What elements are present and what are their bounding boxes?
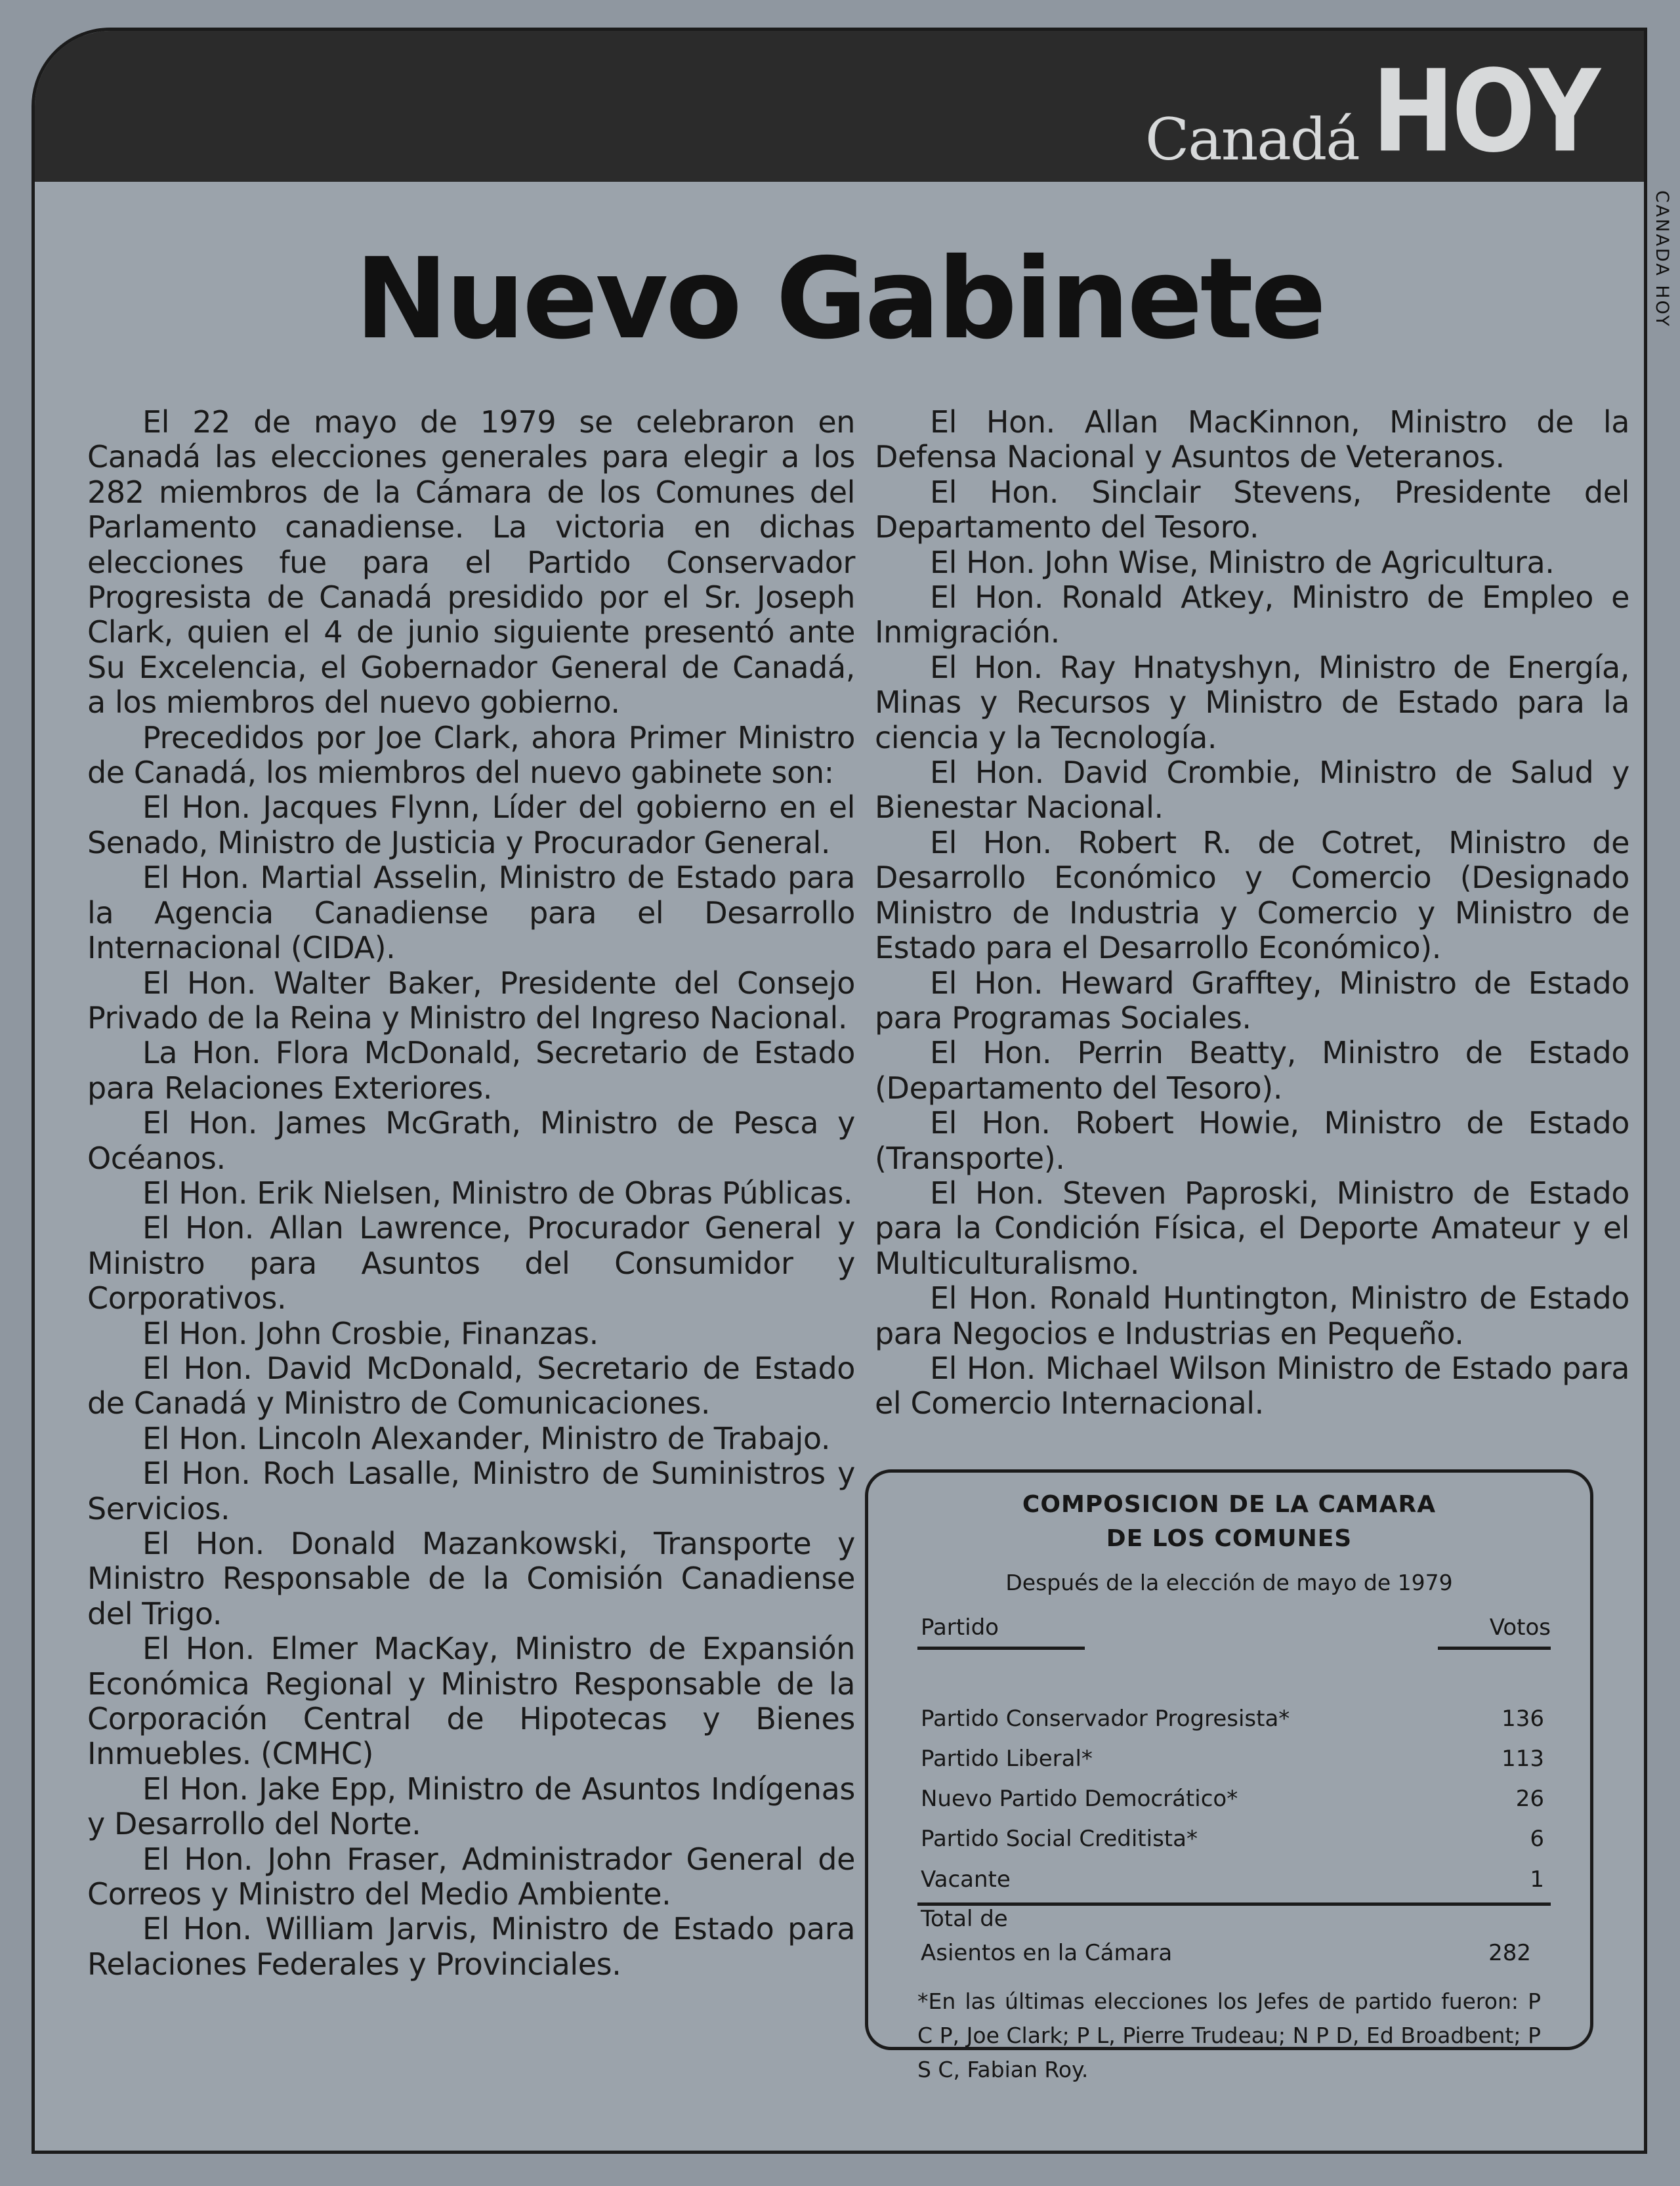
- table-row: [921, 1786, 1544, 1812]
- paragraph: El Hon. Jacques Flynn, Líder del gobierno en el Senado, Ministro de Justicia y Procurador General.: [87, 789, 855, 860]
- page-title: Nuevo Gabinete: [354, 234, 1324, 364]
- total-label: Total de: [921, 1906, 1008, 1932]
- party-name: Nuevo Partido Democrático*: [921, 1786, 1238, 1812]
- header-rule: [1438, 1647, 1551, 1650]
- total-value: 282: [1488, 1940, 1531, 1966]
- paragraph: La Hon. Flora McDonald, Secretario de Estado para Relaciones Exteriores.: [87, 1035, 855, 1106]
- paragraph: El 22 de mayo de 1979 se celebraron en Canadá las elecciones generales para elegir a los 282 miembros de la Cámara de los Comunes del Parlamento canadiense. La victoria en dichas elecciones fue para el Partido Conservador Progresista de Canadá presidido por el Sr. Joseph Clark, quien el 4 de junio siguiente presentó ante Su Excelencia, el Gobernador General de Canadá, a los miembros del nuevo gobierno.: [87, 404, 855, 721]
- table-subtitle: Después de la elección de mayo de 1979: [1005, 1570, 1453, 1595]
- table-row: [921, 1826, 1544, 1852]
- column-header-party: Partido: [921, 1614, 999, 1641]
- paragraph: El Hon. Roch Lasalle, Ministro de Suministros y Servicios.: [87, 1456, 855, 1526]
- side-running-head: CANADA HOY: [1652, 190, 1672, 328]
- party-name: Partido Conservador Progresista*: [921, 1706, 1290, 1732]
- party-name: Partido Social Creditista*: [921, 1826, 1198, 1852]
- table-row: [921, 1746, 1544, 1772]
- paragraph: El Hon. Erik Nielsen, Ministro de Obras Públicas.: [142, 1175, 853, 1211]
- header-rule: [917, 1647, 1085, 1650]
- paragraph: El Hon. John Wise, Ministro de Agricultura.: [930, 544, 1555, 580]
- left-column: [87, 405, 855, 1982]
- paragraph: El Hon. Allan Lawrence, Procurador General y Ministro para Asuntos del Consumidor y Corporativos.: [87, 1210, 855, 1316]
- right-column: [875, 405, 1629, 1421]
- party-votes: 6: [1530, 1826, 1544, 1852]
- paragraph: El Hon. James McGrath, Ministro de Pesca y Océanos.: [87, 1105, 855, 1176]
- table-row: [921, 1706, 1544, 1732]
- table-row: [921, 1866, 1544, 1893]
- paragraph: El Hon. Sinclair Stevens, Presidente del Departamento del Tesoro.: [875, 474, 1629, 545]
- party-votes: 136: [1502, 1706, 1544, 1732]
- paragraph: El Hon. Perrin Beatty, Ministro de Estado (Departamento del Tesoro).: [875, 1035, 1629, 1106]
- paragraph: El Hon. David Crombie, Ministro de Salud y Bienestar Nacional.: [875, 755, 1629, 826]
- paragraph: El Hon. Lincoln Alexander, Ministro de Trabajo.: [142, 1420, 831, 1456]
- paragraph: El Hon. Elmer MacKay, Ministro de Expansión Económica Regional y Ministro Responsable de la Corporación Central de Hipotecas y Bienes Inmuebles. (CMHC): [87, 1631, 855, 1772]
- brand-country: Canadá: [1144, 106, 1359, 173]
- paragraph: El Hon. Steven Paproski, Ministro de Estado para la Condición Física, el Deporte Amateur y el Multiculturalismo.: [875, 1175, 1629, 1281]
- brand-name: HOY: [1372, 46, 1598, 178]
- paragraph: El Hon. Martial Asselin, Ministro de Estado para la Agencia Canadiense para el Desarrollo Internacional (CIDA).: [87, 860, 855, 966]
- paragraph: El Hon. Robert Howie, Ministro de Estado (Transporte).: [875, 1105, 1629, 1176]
- column-header-votes: Votos: [1489, 1614, 1551, 1641]
- party-votes: 1: [1530, 1866, 1544, 1893]
- table-footnote: *En las últimas elecciones los Jefes de partido fueron: P C P, Joe Clark; P L, Pierre Trudeau; N P D, Ed Broadbent; P S C, Fabian Roy.: [917, 1988, 1541, 2082]
- paragraph: El Hon. John Fraser, Administrador General de Correos y Ministro del Medio Ambiente.: [87, 1841, 855, 1912]
- paragraph: El Hon. John Crosbie, Finanzas.: [142, 1315, 598, 1351]
- paragraph: El Hon. Jake Epp, Ministro de Asuntos Indígenas y Desarrollo del Norte.: [87, 1771, 855, 1842]
- party-name: Vacante: [921, 1866, 1011, 1893]
- paragraph: El Hon. Ronald Huntington, Ministro de Estado para Negocios e Industrias en Pequeño.: [875, 1280, 1629, 1351]
- party-votes: 113: [1502, 1746, 1544, 1772]
- paragraph: El Hon. Allan MacKinnon, Ministro de la Defensa Nacional y Asuntos de Veteranos.: [875, 404, 1629, 475]
- table-title: COMPOSICION DE LA CAMARA: [1022, 1491, 1437, 1518]
- paragraph: El Hon. David McDonald, Secretario de Estado de Canadá y Ministro de Comunicaciones.: [87, 1350, 855, 1421]
- total-label-line2: Asientos en la Cámara: [921, 1940, 1173, 1966]
- paragraph: El Hon. William Jarvis, Ministro de Estado para Relaciones Federales y Provinciales.: [87, 1911, 855, 1982]
- paragraph: El Hon. Walter Baker, Presidente del Consejo Privado de la Reina y Ministro del Ingreso Nacional.: [87, 965, 855, 1036]
- paragraph: Precedidos por Joe Clark, ahora Primer Ministro de Canadá, los miembros del nuevo gabinete son:: [87, 719, 855, 791]
- party-name: Partido Liberal*: [921, 1746, 1093, 1772]
- paragraph: El Hon. Heward Grafftey, Ministro de Estado para Programas Sociales.: [875, 965, 1629, 1036]
- party-votes: 26: [1515, 1786, 1544, 1812]
- table-title-line2: DE LOS COMUNES: [1106, 1525, 1353, 1552]
- header-banner: [35, 31, 1644, 182]
- paragraph: El Hon. Ray Hnatyshyn, Ministro de Energía, Minas y Recursos y Ministro de Estado para la ciencia y la Tecnología.: [875, 649, 1629, 755]
- brand-logo: [1144, 46, 1598, 178]
- paragraph: El Hon. Ronald Atkey, Ministro de Empleo e Inmigración.: [875, 579, 1629, 650]
- magazine-page: [32, 28, 1647, 2154]
- paragraph: El Hon. Donald Mazankowski, Transporte y Ministro Responsable de la Comisión Canadiense del Trigo.: [87, 1526, 855, 1631]
- house-composition-table: [865, 1469, 1593, 2082]
- paragraph: El Hon. Michael Wilson Ministro de Estado para el Comercio Internacional.: [875, 1350, 1629, 1421]
- paragraph: El Hon. Robert R. de Cotret, Ministro de Desarrollo Económico y Comercio (Designado Ministro de Industria y Comercio y Ministro de Estado para el Desarrollo Económico).: [875, 824, 1629, 966]
- total-rule: [917, 1902, 1551, 1906]
